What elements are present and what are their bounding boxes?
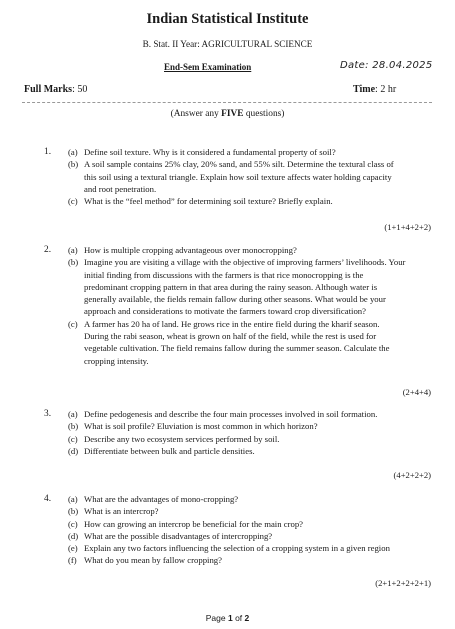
part-text: Describe any two ecosystem services performed by soil. xyxy=(84,433,280,444)
part-text: What are the advantages of mono-cropping? xyxy=(84,494,239,504)
part-label: (b) xyxy=(68,257,79,268)
instruction-line xyxy=(0,109,455,119)
question-part xyxy=(68,318,406,367)
marks-allocation: (1+1+4+2+2) xyxy=(384,222,431,232)
question-number: 1. xyxy=(44,147,52,157)
part-text: What is soil profile? Eluviation is most common in which horizon? xyxy=(84,421,318,432)
full-marks xyxy=(24,84,87,95)
page-indicator xyxy=(0,613,455,623)
time-value: : 2 hr xyxy=(375,84,397,95)
institute-title: Indian Statistical Institute xyxy=(146,11,309,27)
question-part xyxy=(68,244,406,256)
page-number: 1 xyxy=(227,613,233,623)
full-marks-label: Full Marks xyxy=(24,84,73,95)
page-of: of xyxy=(232,613,245,623)
question-part xyxy=(68,420,406,432)
handwritten-date: Date: 28.04.2025 xyxy=(340,60,433,71)
part-text: Explain any two factors influencing the selection of a cropping system in a given region xyxy=(84,543,390,554)
part-text: Differentiate between bulk and particle densities. xyxy=(84,445,255,456)
question-3 xyxy=(68,408,406,457)
question-part xyxy=(68,146,406,158)
part-label: (f) xyxy=(68,555,77,566)
part-label: (b) xyxy=(68,421,79,432)
part-text: Imagine you are visiting a village with the objective of improving farmers’ livelihoods. Your initial finding from discussions with the farmers is that rice monocropping is the predominant cropping pattern in that area during the rainy season. Although water is generally available, the fields remain fallow during other seasons. What would be your approach and considerations to motivate the farmers toward crop diversification? xyxy=(84,257,406,317)
part-label: (a) xyxy=(68,147,78,157)
question-number: 4. xyxy=(44,494,52,504)
question-number: 2. xyxy=(44,245,52,255)
question-part xyxy=(68,256,406,317)
question-part xyxy=(68,542,406,554)
part-label: (b) xyxy=(68,159,79,170)
part-label: (c) xyxy=(68,318,78,329)
question-part xyxy=(68,518,406,530)
part-label: (a) xyxy=(68,409,78,419)
part-label: (d) xyxy=(68,445,79,456)
page-prefix: Page xyxy=(205,613,228,623)
full-marks-value: : 50 xyxy=(72,84,88,95)
part-text: How can growing an intercrop be beneficial for the main crop? xyxy=(84,518,304,529)
part-label: (e) xyxy=(68,543,78,554)
instruction-suffix: questions) xyxy=(243,109,285,119)
part-text: A farmer has 20 ha of land. He grows rice in the entire field during the kharif season. During the rabi season, wheat is grown on half of the field, while the rest is used for vegetable cultivation. The field remains fallow during the summer season. Calculate the cropping intensity. xyxy=(84,318,390,366)
part-text: What is an intercrop? xyxy=(84,506,159,517)
time-allowed xyxy=(353,84,396,95)
part-label: (c) xyxy=(68,518,78,529)
part-text: A soil sample contains 25% clay, 20% sand, and 55% silt. Determine the textural class of this soil using a textural triangle. Explain how soil texture affects water holding capacity and root penetration. xyxy=(84,159,394,194)
question-1 xyxy=(68,146,406,207)
part-label: (b) xyxy=(68,506,79,517)
part-text: What do you mean by fallow cropping? xyxy=(84,555,222,566)
question-part xyxy=(68,554,406,566)
page-total: 2 xyxy=(244,613,250,623)
question-part xyxy=(68,493,406,505)
instruction-emphasis: FIVE xyxy=(221,109,244,119)
part-label: (d) xyxy=(68,530,79,541)
question-4 xyxy=(68,493,406,567)
part-label: (c) xyxy=(68,433,78,444)
question-part xyxy=(68,408,406,420)
part-text: What is the “feel method” for determining soil texture? Briefly explain. xyxy=(84,196,333,207)
header-divider xyxy=(22,102,432,103)
exam-title: End-Sem Examination xyxy=(164,62,252,72)
question-part xyxy=(68,195,406,207)
marks-allocation: (2+4+4) xyxy=(402,387,431,397)
question-part xyxy=(68,445,406,457)
part-label: (a) xyxy=(68,494,78,504)
instruction-prefix: (Answer any xyxy=(170,109,222,119)
question-part xyxy=(68,505,406,517)
part-text: What are the possible disadvantages of intercropping? xyxy=(84,530,273,541)
marks-allocation: (2+1+2+2+2+1) xyxy=(375,578,431,588)
part-text: How is multiple cropping advantageous over monocropping? xyxy=(84,245,297,255)
marks-allocation: (4+2+2+2) xyxy=(393,470,431,480)
program-line: B. Stat. II Year: AGRICULTURAL SCIENCE xyxy=(142,39,313,49)
question-part xyxy=(68,158,406,195)
question-number: 3. xyxy=(44,409,52,419)
part-label: (c) xyxy=(68,196,78,207)
part-text: Define soil texture. Why is it considered a fundamental property of soil? xyxy=(84,147,336,157)
question-part xyxy=(68,433,406,445)
question-part xyxy=(68,530,406,542)
part-label: (a) xyxy=(68,245,78,255)
question-2 xyxy=(68,244,406,367)
part-text: Define pedogenesis and describe the four main processes involved in soil formation. xyxy=(84,409,378,419)
time-label: Time xyxy=(353,84,376,95)
